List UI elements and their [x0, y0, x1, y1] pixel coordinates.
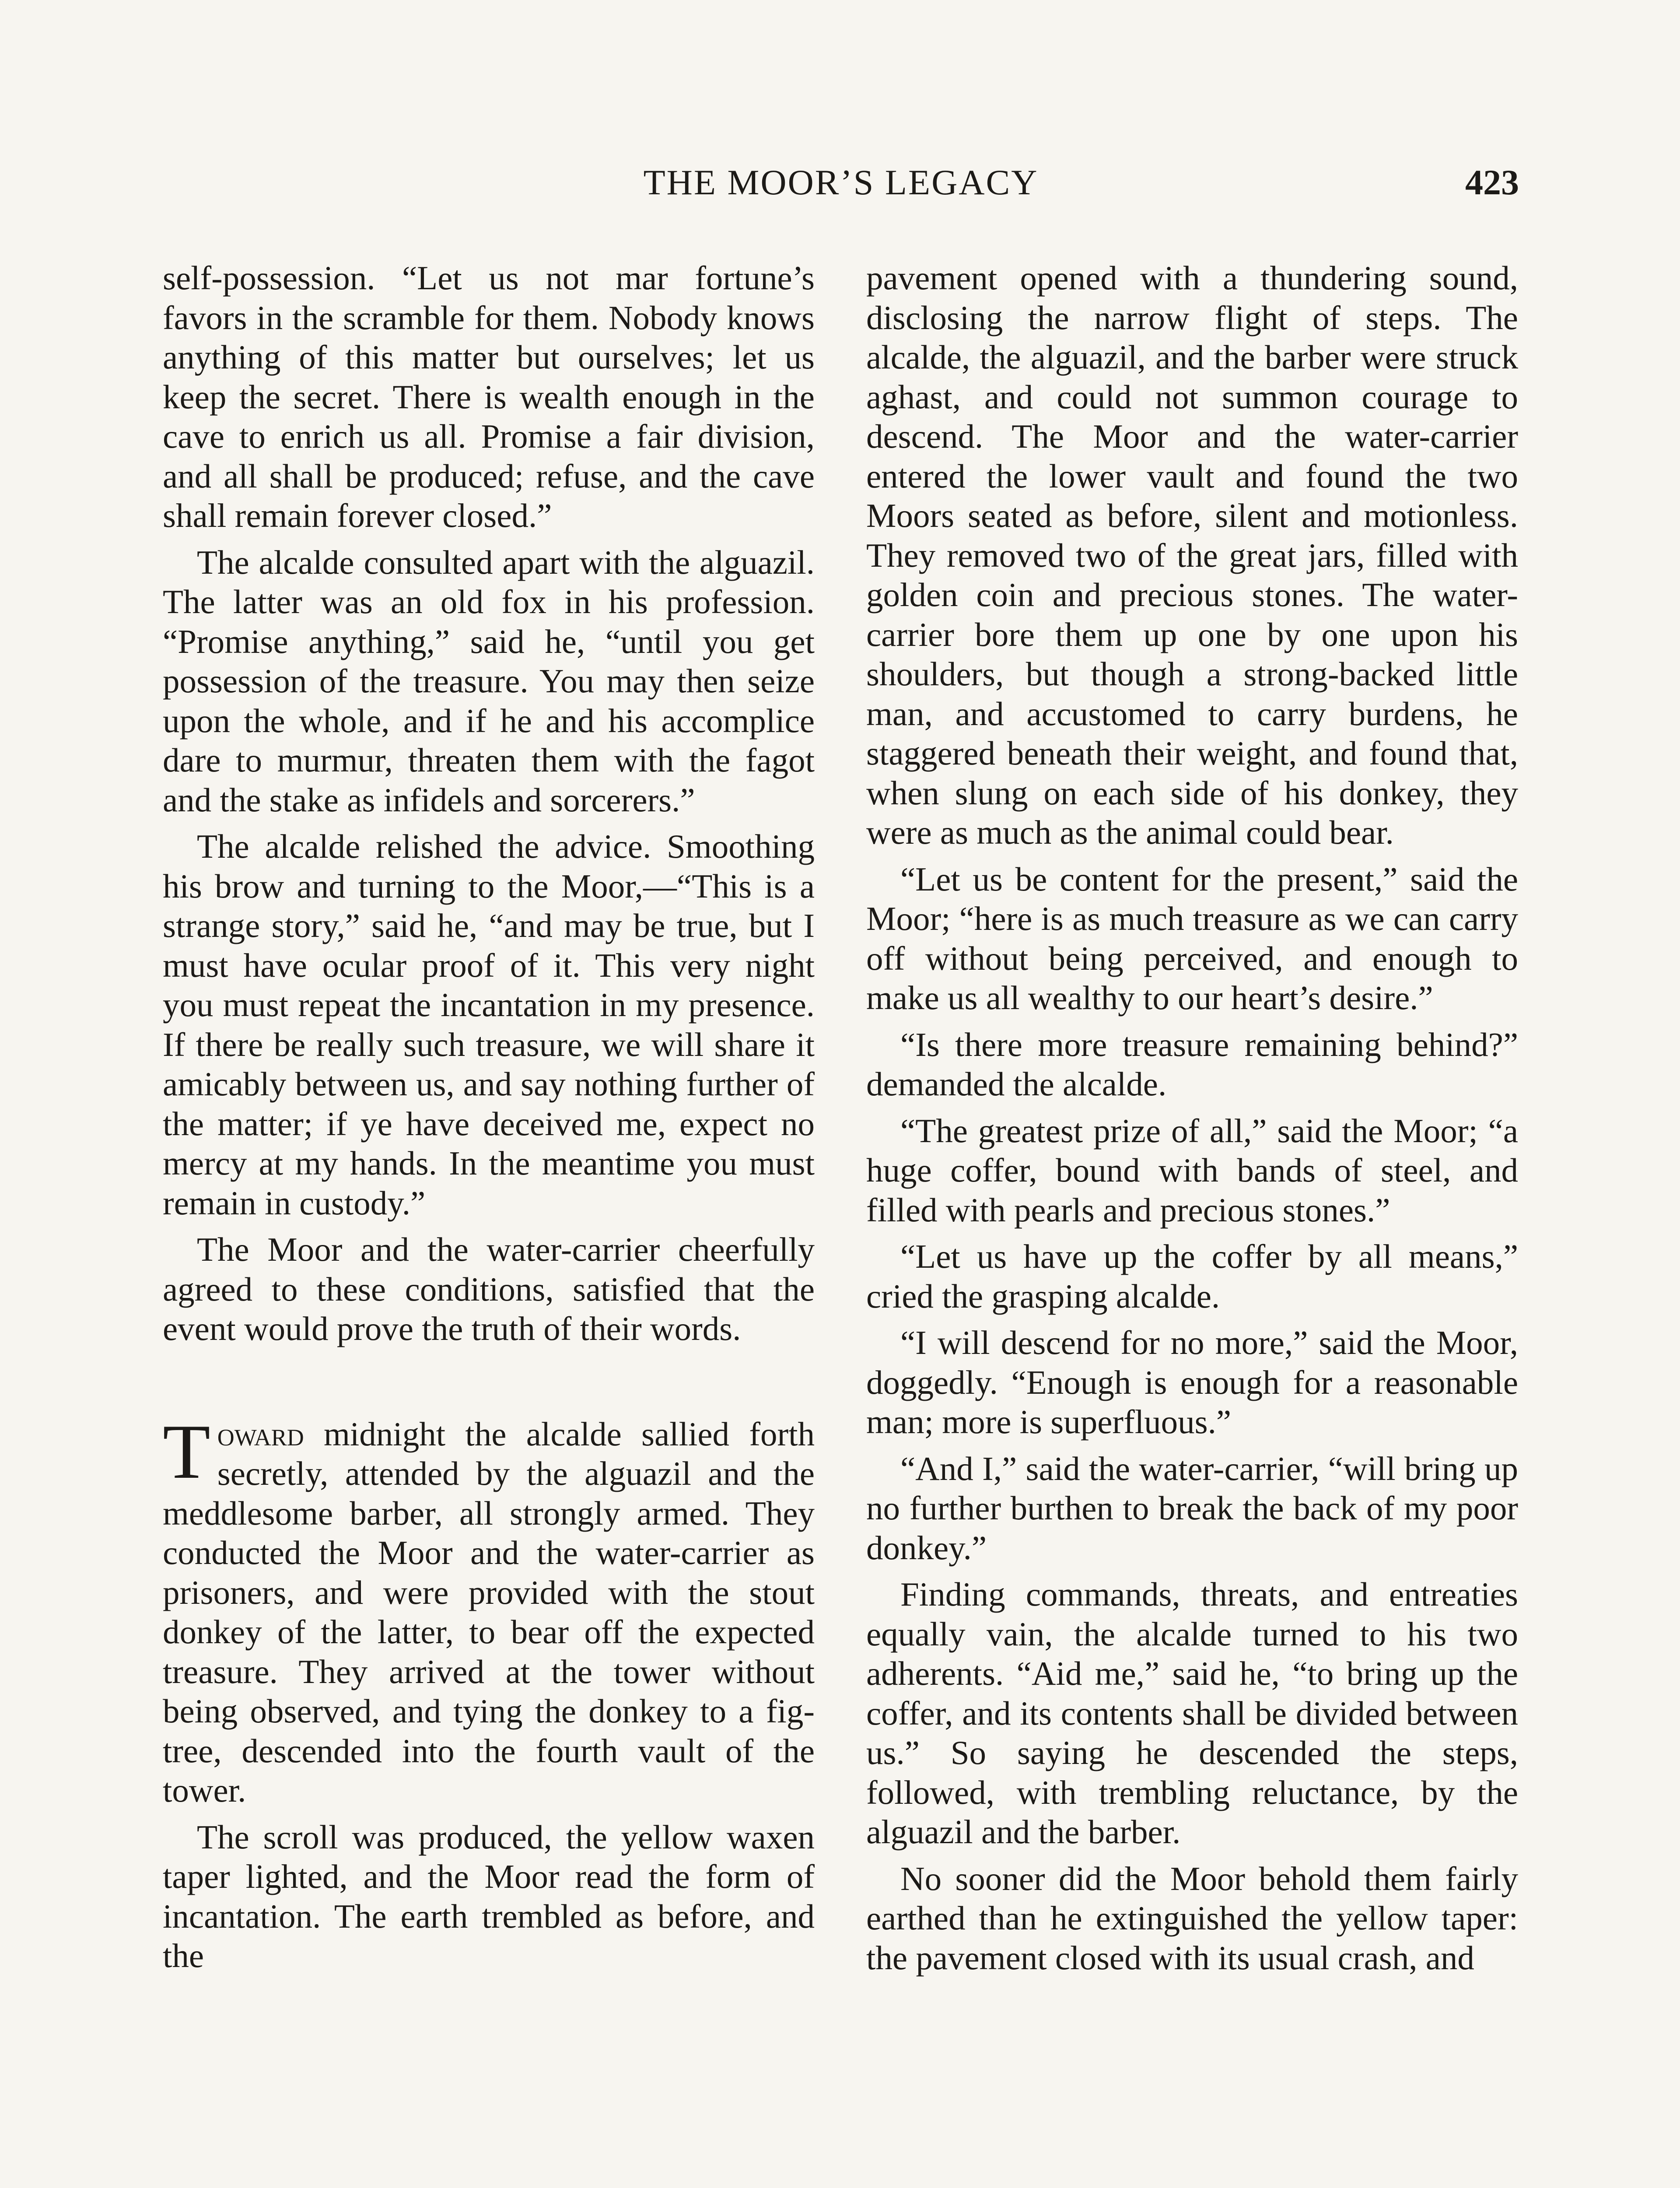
left-column	[163, 258, 815, 1983]
paragraph: “Let us be content for the present,” said the Moor; “here is as much treasure as we can carry off without being perceived, and enough to make us all wealthy to our heart’s desire.”	[866, 860, 1518, 1017]
right-column	[866, 258, 1518, 1985]
paragraph: “And I,” said the water-carrier, “will bring up no further burthen to break the back of my poor donkey.”	[866, 1449, 1518, 1567]
paragraph: self-possession. “Let us not mar fortune’s favors in the scramble for them. Nobody knows anything of this matter but ourselves; let us keep the secret. There is wealth enough in the cave to enrich us all. Promise a fair division, and all shall be produced; refuse, and the cave shall remain forever closed.”	[163, 259, 815, 534]
running-title: THE MOOR’S LEGACY	[643, 162, 1039, 202]
paragraph: The alcalde consulted apart with the alguazil. The latter was an old fox in his profession. “Promise anything,” said he, “until you get possession of the treasure. You may then seize upon the whole, and if he and his accomplice dare to murmur, threaten them with the fagot and the stake as infidels and sorcerers.”	[163, 543, 815, 819]
paragraph: “Let us have up the coffer by all means,” cried the grasping alcalde.	[866, 1238, 1518, 1315]
paragraph: The alcalde relished the advice. Smoothing his brow and turning to the Moor,—“This is a strange story,” said he, “and may be true, but I must have ocular proof of it. This very night you must repeat the incantation in my presence. If there be really such treasure, we will share it amicably between us, and say nothing further of the matter; if ye have deceived me, expect no mercy at my hands. In the meantime you must remain in custody.”	[163, 828, 815, 1222]
drop-cap: T	[163, 1408, 210, 1495]
section-opening-paragraph	[163, 1408, 815, 1810]
paragraph: Finding commands, threats, and entreaties equally vain, the alcalde turned to his two adherents. “Aid me,” said he, “to bring up the coffer, and its contents shall be divided between us.” So saying he descended the steps, followed, with trembling reluctance, by the alguazil and the barber.	[866, 1575, 1518, 1851]
small-caps-lead: oward	[217, 1415, 304, 1453]
paragraph: “I will descend for no more,” said the Moor, doggedly. “Enough is enough for a reasonable man; more is superfluous.”	[866, 1324, 1518, 1441]
paragraph: “The greatest prize of all,” said the Moor; “a huge coffer, bound with bands of steel, and filled with pearls and precious stones.”	[866, 1112, 1518, 1229]
paragraph: pavement opened with a thundering sound, disclosing the narrow flight of steps. The alcalde, the alguazil, and the barber were struck aghast, and could not summon courage to descend. The Moor and the water-carrier entered the lower vault and found the two Moors seated as before, silent and motionless. They removed two of the great jars, filled with golden coin and precious stones. The water-carrier bore them up one by one upon his shoulders, but though a strong-backed little man, and accustomed to carry burdens, he staggered beneath their weight, and found that, when slung on each side of his donkey, they were as much as the animal could bear.	[866, 259, 1518, 851]
paragraph: The scroll was produced, the yellow waxen taper lighted, and the Moor read the form of incantation. The earth trembled as before, and the	[163, 1818, 815, 1974]
paragraph: No sooner did the Moor behold them fairly earthed than he extinguished the yellow taper: the pavement closed with its usual crash, and	[866, 1859, 1518, 1977]
page-header	[163, 158, 1519, 207]
page-number: 423	[1465, 162, 1519, 202]
paragraph-text: midnight the alcalde sallied forth secretly, attended by the alguazil and the meddlesome barber, all strongly armed. They conducted the Moor and the water-carrier as prisoners, and were provided with the stout donkey of the latter, to bear off the expected treasure. They arrived at the tower without being observed, and tying the donkey to a fig-tree, descended into the fourth vault of the tower.	[163, 1415, 815, 1809]
paragraph: “Is there more treasure remaining behind?” demanded the alcalde.	[866, 1025, 1518, 1103]
paragraph: The Moor and the water-carrier cheerfully agreed to these conditions, satisfied that the event would prove the truth of their words.	[163, 1231, 815, 1347]
